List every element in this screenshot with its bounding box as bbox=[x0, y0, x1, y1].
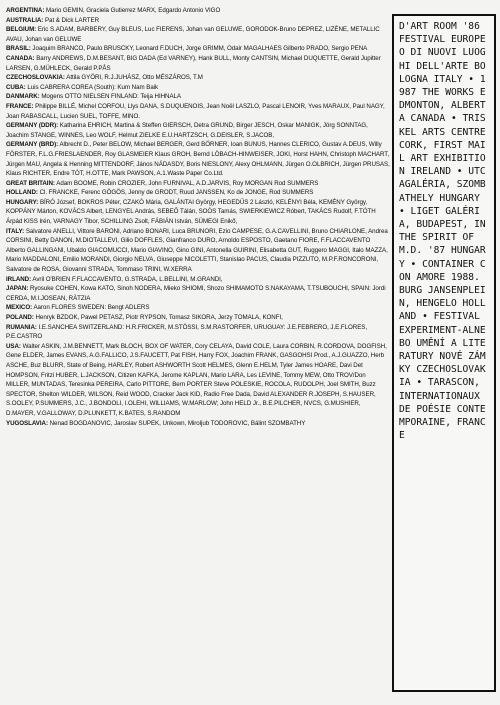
country-entry bbox=[6, 25, 390, 44]
participant-names: Walter ASKIN, J.M.BENNETT, Mark BLOCH, BOX OF WATER, Cory CELAYA, David COLE, Laura CORBIN, R.CORDOVA, DOGFISH, Gene ELDER, James EVANS, A.G.FALLICO, J.S.FAUCETT, Pat FISH, Harry FOX, Joachim FRANK, GASGOHSI Prod., A.J.GUAZZO, Herb ASCHE, Buz BLURR, State of Being, HARLEY, Robert ASHWORTH Scott HELMES, Glenn E.HELM, Tyler James HOARE, Davi Det HOMPSON, Fritzi HUBER, L.JACKSON, Citizen KAFKA, Jerome KAPLAN, Mario LARA, Les LEVINE, Tommy MEW, Otto TROV/Don MILLER, MUNTADAS, Teresinka PEREIRA, Carlo PITTORE, Bern PORTER Steve POLESKIE, ROCOLA, RUDOLPH, Joel SMITH, Buzz SPECTOR, Shelton WILDER, WILSON, Reid WOOD, Cracker Jack KID, Radio Free Dada, David ALEXANDER R.JOSEPH, S.HAUSER, S.OOLEY, P.SUMMERS, J.C., J.BONDOLI, I.OLEHI, WILLIAMS, W.MARLOW; John HELD Jr., B.E.PILCHER, NVCS, G.MUSHIER, D.MAYER, V.GALLOWAY, D.PLUNKETT, K.BATES, S.RANDOM bbox=[6, 342, 387, 417]
country-label: YUGOSLAVIA: bbox=[6, 419, 48, 427]
country-entry bbox=[6, 323, 390, 342]
participant-names: Avril O'BRIEN F.FLACCAVENTO, G.STRADA, L.BELLINI, M.GRANDI, bbox=[32, 275, 223, 283]
participant-names: Adam BOOME, Robin CROZIER, John FURNIVAL, A.D.JARVIS, Roy MORGAN Rod SUMMERS bbox=[56, 179, 319, 187]
country-label: HUNGARY: bbox=[6, 198, 39, 206]
participant-names: Aaron FLORES SWEDEN: Bengt ADLERS bbox=[33, 304, 150, 312]
country-entry bbox=[6, 419, 390, 429]
country-entry bbox=[6, 188, 390, 198]
country-entry bbox=[6, 73, 390, 83]
participant-names: Mario GEMIN, Graciela Gutierrez MARX, Edgardo Antonio VIGO bbox=[46, 7, 221, 14]
country-label: DANMARK: bbox=[6, 93, 40, 101]
country-entry bbox=[6, 342, 390, 419]
country-label: BRASIL: bbox=[6, 45, 31, 53]
participant-names: Katharina EHRICH, Martina & Steffen GIERSCH, Detra GRUND, Birger JESCH, Oskar MANIGK, Jörg SONNTAG, Joachim STANGE, WINNES, Leo WOLF, Helmut ZIELKE E.U.HARTZSCH, G.DEISLER, S.JACOB, bbox=[6, 122, 368, 139]
participant-names: Joaquim BRANCO, Paulo BRUSCKY, Leonard F.DUCH, Jorge GRIMM, Odair MAGALHAES Gilberto PRADO, Sergio PENA bbox=[32, 45, 368, 53]
country-label: GREAT BRITAIN: bbox=[6, 179, 55, 187]
participant-names: Mogens OTTO NIELSEN FINLAND: Teija HIHNALA bbox=[41, 93, 181, 101]
exhibitions-panel bbox=[392, 14, 496, 692]
country-entry bbox=[6, 6, 390, 16]
country-entry bbox=[6, 179, 390, 189]
country-entry bbox=[6, 83, 390, 93]
participants-list bbox=[6, 6, 390, 700]
participant-names: Attila GYÖRI, R.J.JUHÁSZ, Otto MÉSZÁROS, T.M bbox=[66, 74, 203, 82]
country-label: MEXICO: bbox=[6, 304, 33, 312]
country-label: CANADA: bbox=[6, 54, 35, 62]
country-entry bbox=[6, 303, 390, 313]
country-entry bbox=[6, 140, 390, 178]
participant-names: Philippe BILLÉ, Michel CORFOU, Llys DANA, S.DUQUENOIS, Jean Noël LASZLO, Pascal LENOIR, Yves MARAUX, Paul NAGY, Joan RABASCALL, Lucien SUEL, TOFFE, MINO. bbox=[6, 102, 385, 120]
participant-names: Salvatore ANELLI, Vittore BARONI, Adriano BONARI, Luca BRUNORI, Ezio CAMPESE, G.A.CAVELLINI, Bruno CHIARLONE, Andrea CORSINI, Betty DANON, M.DIOTALLEVI, Gilio DOFFLES, Gianfranco DURO, Arnoldo ESPOSTO, Gaetano FIORE, F.FLACCAVENTO Alberto GALLINGANI, Ubaldo GIACOMUCCI, Mario GIAVINO, Gino GINI, Antonella GUIRINI, Elisabetta GUT, Ruggero MAGGI, Italo MAZZA, Mario MADDALONI, Emilio MORANDI, Giorgio NELVA, Giuseppe NICOLETTI, Stanislao PACUS, Claudia PIZZUTO, M.P.F.RONCORONI, Salvatore de ROSA, Giovanni STRADA, Tommaso TRINI, W.XERRA bbox=[6, 227, 388, 274]
exhibitions-text: D'ART ROOM '86 FESTIVAL EUROPEO DI NUOVI LUOGHI DELL'ARTE BOLOGNA ITALY • 1987 THE WORKS EDMONTON, ALBERTA CANADA • TRISKEL ARTS CENTRE CORK, FIRST MAIL ART EXHIBITION IRELAND • UTCAGALÉRIA, SZOMBATHELY HUNGARY • LIGET GALÉRIA, BUDAPEST, IN THE SPIRIT OF M.D. '87 HUNGARY • CONTAINER CON AMORE 1988. BURG JANSENPLEIN, HENGELO HOLLAND • FESTIVAL EXPERIMENT-ALNEBO UMĚNÍ A LITERATURY NOVÉ ZÁMKY CZECHOSLOVAKIA • TARASCON, INTERNATIONAUX DE POÉSIE CONTEMPORAINE, FRANCE bbox=[399, 21, 486, 442]
country-label: CUBA: bbox=[6, 83, 26, 91]
participant-names: BÍRÓ József, BOKROS Péter, CZAKÓ Mária, GALÁNTAI György, HEGEDŰS 2 László, KELÉNYI Béla, KEMÉNY György, KOPPÁNY Márton, KOVÁCS Albert, LENGYEL András, SEBEŐ Tálán, SOÓS Tamás, SWIERKIEWICZ Róbert, TAKÁCS Rudolf, F.TÓTH Árpád KISS Irén, VARNAGY Tibor, SCHILLING Zsolt, FÁBIÁN István, SÜMEGI Enikő, bbox=[6, 198, 376, 226]
country-entry bbox=[6, 54, 390, 73]
country-entry bbox=[6, 92, 390, 102]
participant-names: Nenad BOGDANOVIC, Jaroslav SUPEK, Unkown, Miroljub TODOROVIC, Bálint SZOMBATHY bbox=[49, 419, 306, 427]
country-label: ITALY: bbox=[6, 227, 25, 235]
country-label: HOLLAND: bbox=[6, 189, 38, 197]
participant-names: Barry ANDREWS, D.M.BESANT, BIG DADA (Ed VARNEY), Hank BULL, Monty CANTSIN, Michael DUQUETTE, Gerald Jupitter LARSEN, G.MÜHLECK, Gerald P.PÅS bbox=[6, 54, 381, 72]
country-entry bbox=[6, 227, 390, 275]
country-entry bbox=[6, 275, 390, 285]
participant-names: Pat & Dick LARTER bbox=[44, 16, 100, 24]
country-entry bbox=[6, 198, 390, 227]
country-label: POLAND: bbox=[6, 314, 34, 321]
country-label: BELGIUM: bbox=[6, 26, 37, 34]
country-label: ARGENTINA: bbox=[6, 7, 45, 14]
country-label: CZECHOSLOVAKIA: bbox=[6, 74, 65, 82]
participant-names: I.E.SANCHEA SWITZERLAND: H.R.FRICKER, M.STÖSSI, S.M.RASTORFER, URUGUAY: J.E.FEBRERO, J.E.FLORES, P.E.CASTRO bbox=[6, 323, 368, 341]
country-label: USA: bbox=[6, 342, 21, 350]
country-label: RUMANIA: bbox=[6, 323, 37, 331]
country-label: JAPAN: bbox=[6, 285, 29, 293]
participant-names: Henryk BZDOK, Pawel PETASZ, Piotr RYPSON, Tomasz SIKORA, Jerzy TOMALA, KONFI, bbox=[35, 314, 283, 321]
country-label: GERMANY (BRD): bbox=[6, 141, 59, 149]
country-label: IRLAND: bbox=[6, 275, 32, 283]
country-label: AUSTRALIA: bbox=[6, 16, 44, 24]
country-entry bbox=[6, 16, 390, 26]
country-label: GERMANY (DDR): bbox=[6, 122, 59, 130]
participant-names: Albrecht D., Peter BELOW, Michael BERGER, Gerd BÖRNER, Ioan BUNUS, Hannes CLERICO, Gustav A.DEUS, Willy FÖRSTER, F.L.G.FRIESLAENDER, Roy GLASMEIER Klaus GROH, Bernd LÖBACH-HINWEISER, JOKI, Horst HAHN, Christoph MACHART, Jürgen MAU, Angela & Henning MITTENDORF, János NÁDASDY, Boris NIESLONY, Alexy OHLMANN, Jürgen O.OLBRICH, Jürgen PRUSAS, Klaus RICHTER, Endre TÓT, H.OTTE, Mark PAWSON, A.1.Waste Paper Co.Ltd. bbox=[6, 141, 390, 178]
country-entry bbox=[6, 121, 390, 140]
participant-names: Eric S.ADAM, BARBERY, Guy BLEUS, Luc FIERENS, Johan van GELUWE, GORODOK-Bruno DEPREZ, LIZÈNE, METALLIC AVAU, Johan van GELUWE bbox=[6, 26, 380, 43]
participant-names: Cl. FRANCKE, Ferenc GÖGÖS, Jenny de GRODT, Ruud JANSSEN, Ko de JONGE, Rod SUMMERS bbox=[39, 189, 314, 197]
country-entry bbox=[6, 313, 390, 323]
country-entry bbox=[6, 284, 390, 303]
participant-names: Ryosuke COHEN, Kowa KATO, Sinoh NODERA, Mieko SHIOMI, Shozo SHIMAMOTO S.NAKAYAMA, T.TSUBOUCHI, SPAIN: Jordi CERDA, M.I.JOSEAN, RÀTZIA bbox=[6, 285, 386, 302]
country-entry bbox=[6, 44, 390, 54]
participant-names: Luis CABRERA COREA (South): Kum Nam Baik bbox=[27, 83, 159, 91]
country-label: FRANCE: bbox=[6, 102, 34, 110]
country-entry bbox=[6, 102, 390, 121]
